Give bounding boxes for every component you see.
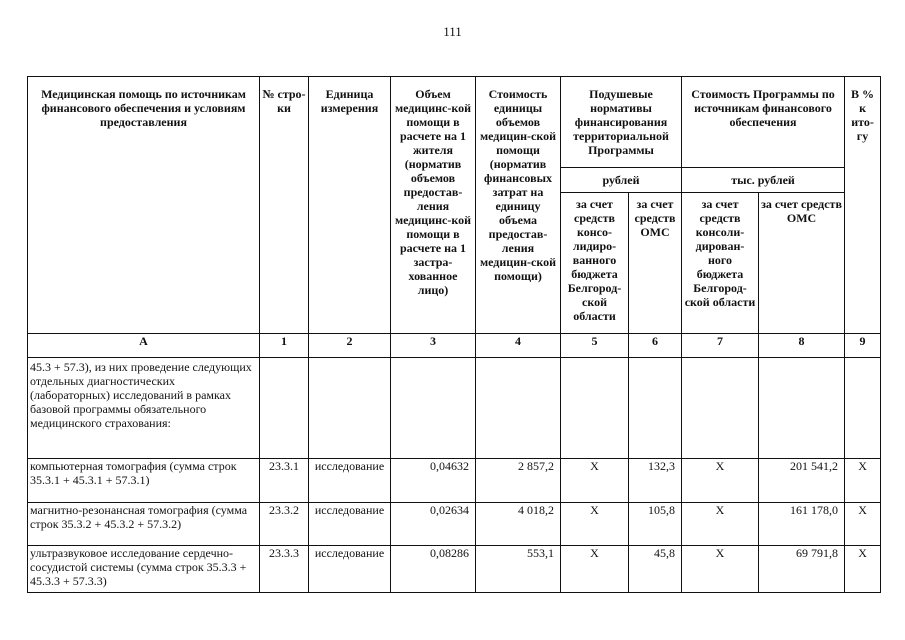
row-line: 23.3.3 — [260, 546, 309, 593]
row-per-capita-budget: X — [561, 546, 629, 593]
header-per-capita-group: Подушевые нормативы финансирования территориальной Программы — [561, 77, 682, 168]
row-name: магнитно-резонансная томография (сумма строк 35.3.2 + 45.3.2 + 57.3.2) — [28, 503, 260, 546]
column-index: 5 — [561, 334, 629, 358]
column-index: А — [28, 334, 260, 358]
row-unit-cost: 2 857,2 — [476, 459, 561, 503]
table-row — [28, 459, 881, 503]
row-name: ультразвуковое исследование сердечно-сосудистой системы (сумма строк 35.3.3 + 45.3.3 + 57.3.3) — [28, 546, 260, 593]
column-index: 2 — [309, 334, 391, 358]
column-index: 4 — [476, 334, 561, 358]
row-volume: 0,04632 — [391, 459, 476, 503]
page-number: 111 — [443, 24, 462, 39]
table-row — [28, 546, 881, 593]
header-per-capita-oms: за счет средств ОМС — [629, 193, 682, 334]
row-per-capita-budget: X — [561, 459, 629, 503]
header-volume: Объем медицинс-кой помощи в расчете на 1 жителя (норматив объемов предостав-ления медицинс-кой помощи в расчете на 1 застра-хованное лицо) — [391, 77, 476, 334]
row-percent: X — [845, 503, 881, 546]
row-unit-cost: 4 018,2 — [476, 503, 561, 546]
table-row — [28, 503, 881, 546]
header-medical-care: Медицинская помощь по источникам финансового обеспечения и условиям предоставления — [28, 77, 260, 334]
header-percent: В % к ито-гу — [845, 77, 881, 334]
financing-table — [27, 76, 881, 593]
row-per-capita-oms: 132,3 — [629, 459, 682, 503]
row-volume: 0,02634 — [391, 503, 476, 546]
column-index: 9 — [845, 334, 881, 358]
row-cost-budget: X — [682, 546, 759, 593]
continuation-row — [28, 358, 881, 459]
header-per-capita-budget: за счет средств консо-лидиро-ванного бюджета Белгород-ской области — [561, 193, 629, 334]
header-line-number: № стро-ки — [260, 77, 309, 334]
row-volume: 0,08286 — [391, 546, 476, 593]
row-line: 23.3.2 — [260, 503, 309, 546]
row-unit-cost: 553,1 — [476, 546, 561, 593]
row-per-capita-budget: X — [561, 503, 629, 546]
column-index: 8 — [759, 334, 845, 358]
row-percent: X — [845, 546, 881, 593]
header-program-cost-group: Стоимость Программы по источникам финансового обеспечения — [682, 77, 845, 168]
row-cost-budget: X — [682, 459, 759, 503]
continuation-text: 45.3 + 57.3), из них проведение следующих отдельных диагностических (лабораторных) исследований в рамках базовой программы обязательного медицинского страхования: — [28, 358, 260, 459]
row-cost-oms: 201 541,2 — [759, 459, 845, 503]
column-index: 6 — [629, 334, 682, 358]
row-cost-oms: 161 178,0 — [759, 503, 845, 546]
header-units-thousand-rub: тыс. рублей — [682, 168, 845, 193]
column-index: 7 — [682, 334, 759, 358]
row-per-capita-oms: 105,8 — [629, 503, 682, 546]
header-cost-oms: за счет средств ОМС — [759, 193, 845, 334]
row-line: 23.3.1 — [260, 459, 309, 503]
row-cost-oms: 69 791,8 — [759, 546, 845, 593]
row-unit: исследование — [309, 546, 391, 593]
row-name: компьютерная томография (сумма строк 35.3.1 + 45.3.1 + 57.3.1) — [28, 459, 260, 503]
header-units-rub: рублей — [561, 168, 682, 193]
column-index: 1 — [260, 334, 309, 358]
row-unit: исследование — [309, 503, 391, 546]
row-per-capita-oms: 45,8 — [629, 546, 682, 593]
header-unit: Единица измерения — [309, 77, 391, 334]
header-cost-budget: за счет средств консоли-дирован-ного бюджета Белгород-ской области — [682, 193, 759, 334]
row-unit: исследование — [309, 459, 391, 503]
row-percent: X — [845, 459, 881, 503]
row-cost-budget: X — [682, 503, 759, 546]
header-unit-cost: Стоимость единицы объемов медицин-ской помощи (норматив финансовых затрат на единицу объема предостав-ления медицин-ской помощи) — [476, 77, 561, 334]
column-index: 3 — [391, 334, 476, 358]
column-index-row — [28, 334, 881, 358]
